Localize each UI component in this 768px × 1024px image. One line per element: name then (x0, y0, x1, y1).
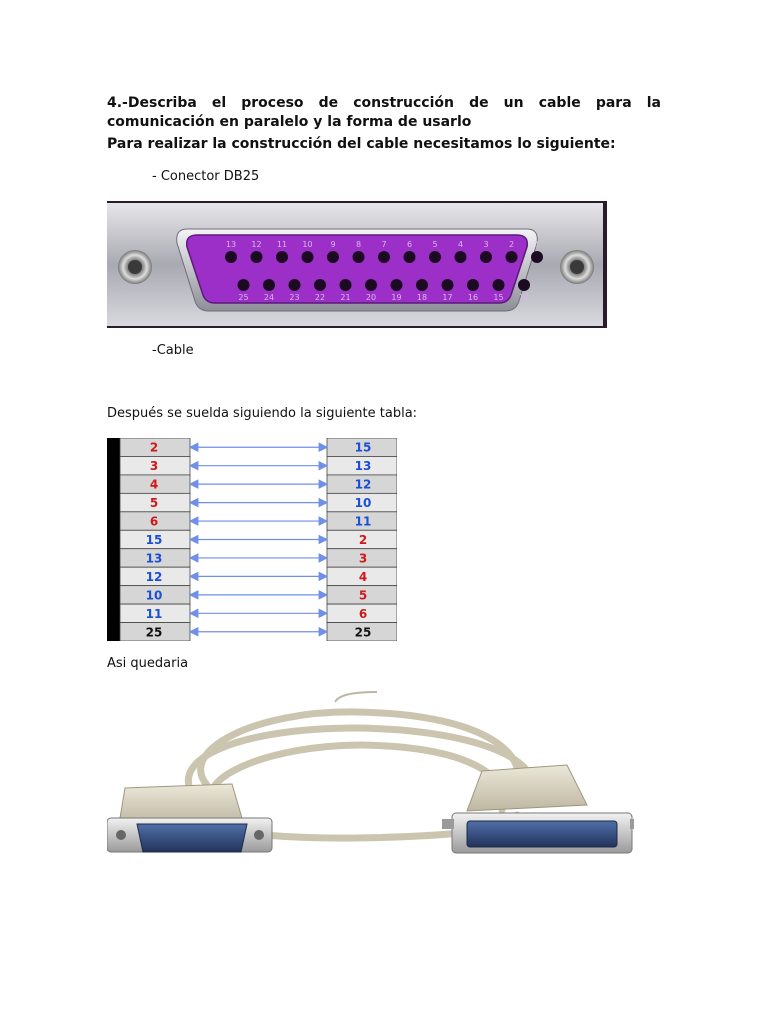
db25-pin (442, 279, 454, 291)
db25-pin-label: 11 (276, 240, 288, 249)
db25-pin-label: 14 (518, 293, 530, 302)
db25-pin (416, 279, 428, 291)
db25-pin-label: 13 (225, 240, 237, 249)
db25-pin (518, 279, 530, 291)
db25-pin-label: 18 (416, 293, 428, 302)
pin-right-value: 12 (354, 477, 372, 492)
db25-pin-label: 1 (534, 240, 540, 249)
db25-pin-label: 4 (457, 240, 464, 249)
db25-pin (506, 251, 518, 263)
db25-pin (263, 279, 275, 291)
db25-pin-label: 10 (302, 240, 313, 249)
pin-left-value: 15 (145, 533, 163, 547)
pin-right-value: 3 (358, 551, 368, 566)
db25-pin-label: 7 (381, 240, 387, 249)
parallel-cable-image (107, 690, 634, 885)
db25-pin-label: 22 (314, 293, 326, 302)
db25-pin-label: 8 (355, 240, 362, 249)
db25-pin (455, 251, 467, 263)
item-connector: - Conector DB25 (152, 169, 260, 184)
pin-left-value: 13 (145, 551, 163, 566)
db25-pin-label: 21 (340, 293, 351, 302)
question-heading: 4.-Describa el proceso de construcción de un cable para la comunicación en paralelo y la forma de usarlo (107, 95, 661, 130)
pin-right-value: 11 (354, 514, 372, 529)
materials-heading: Para realizar la construcción del cable necesitamos lo siguiente: (107, 136, 616, 152)
db25-pin-label: 5 (432, 240, 438, 249)
pin-left-value: 2 (149, 440, 159, 455)
db25-pin-label: 23 (289, 293, 300, 302)
db25-pin-label: 15 (493, 293, 504, 302)
pin-right-value: 10 (354, 496, 372, 511)
db25-pin (467, 279, 479, 291)
pin-left-value: 10 (145, 588, 163, 603)
db25-pin (378, 251, 390, 263)
db25-pin (314, 279, 326, 291)
pin-left-value: 5 (149, 496, 159, 511)
pin-right-value: 5 (358, 588, 368, 603)
db25-pin-label: 19 (391, 293, 402, 302)
centronics-plug (442, 765, 634, 853)
pin-left-value: 3 (149, 459, 159, 474)
db25-pin (276, 251, 288, 263)
pin-left-value: 12 (145, 569, 163, 584)
db25-pin (225, 251, 237, 263)
db25-pin-label: 2 (508, 240, 515, 249)
db25-pin-label: 12 (251, 240, 262, 249)
db25-pin (493, 279, 505, 291)
db25-pin (238, 279, 250, 291)
db25-pin-label: 16 (467, 293, 479, 302)
db25-connector-image (107, 201, 607, 328)
pin-left-value: 11 (145, 606, 163, 621)
db25-pin (289, 279, 301, 291)
db25-pin (365, 279, 377, 291)
db25-pin (391, 279, 403, 291)
db25-male-plug (107, 784, 272, 852)
pin-right-value: 13 (354, 459, 372, 474)
db25-pin (302, 251, 314, 263)
db25-pin (429, 251, 441, 263)
db25-pin-label: 24 (263, 293, 275, 302)
db25-pin (327, 251, 339, 263)
pin-right-value: 4 (358, 569, 368, 584)
db25-pin (404, 251, 416, 263)
pin-right-value: 25 (354, 625, 372, 640)
pin-right-value: 2 (358, 533, 368, 547)
db25-pin-label: 3 (483, 240, 489, 249)
db25-pin-label: 25 (238, 293, 249, 302)
db25-pin-label: 6 (406, 240, 413, 249)
pin-left-value: 25 (145, 625, 163, 640)
pin-wiring-table (107, 438, 397, 641)
pin-left-value: 6 (149, 514, 159, 529)
db25-pin (251, 251, 263, 263)
item-cable: -Cable (152, 343, 194, 358)
db25-pin (353, 251, 365, 263)
db25-pin-label: 9 (330, 240, 336, 249)
pin-left-value: 4 (149, 477, 159, 492)
pin-right-value: 6 (358, 606, 368, 621)
solder-intro-text: Después se suelda siguiendo la siguiente tabla: (107, 406, 418, 421)
db25-pin-label: 20 (365, 293, 377, 302)
result-label: Asi quedaria (107, 656, 189, 671)
db25-pin (480, 251, 492, 263)
pin-right-value: 15 (354, 440, 372, 455)
db25-pin-label: 17 (442, 293, 453, 302)
db25-pin (340, 279, 352, 291)
db25-pin (531, 251, 543, 263)
